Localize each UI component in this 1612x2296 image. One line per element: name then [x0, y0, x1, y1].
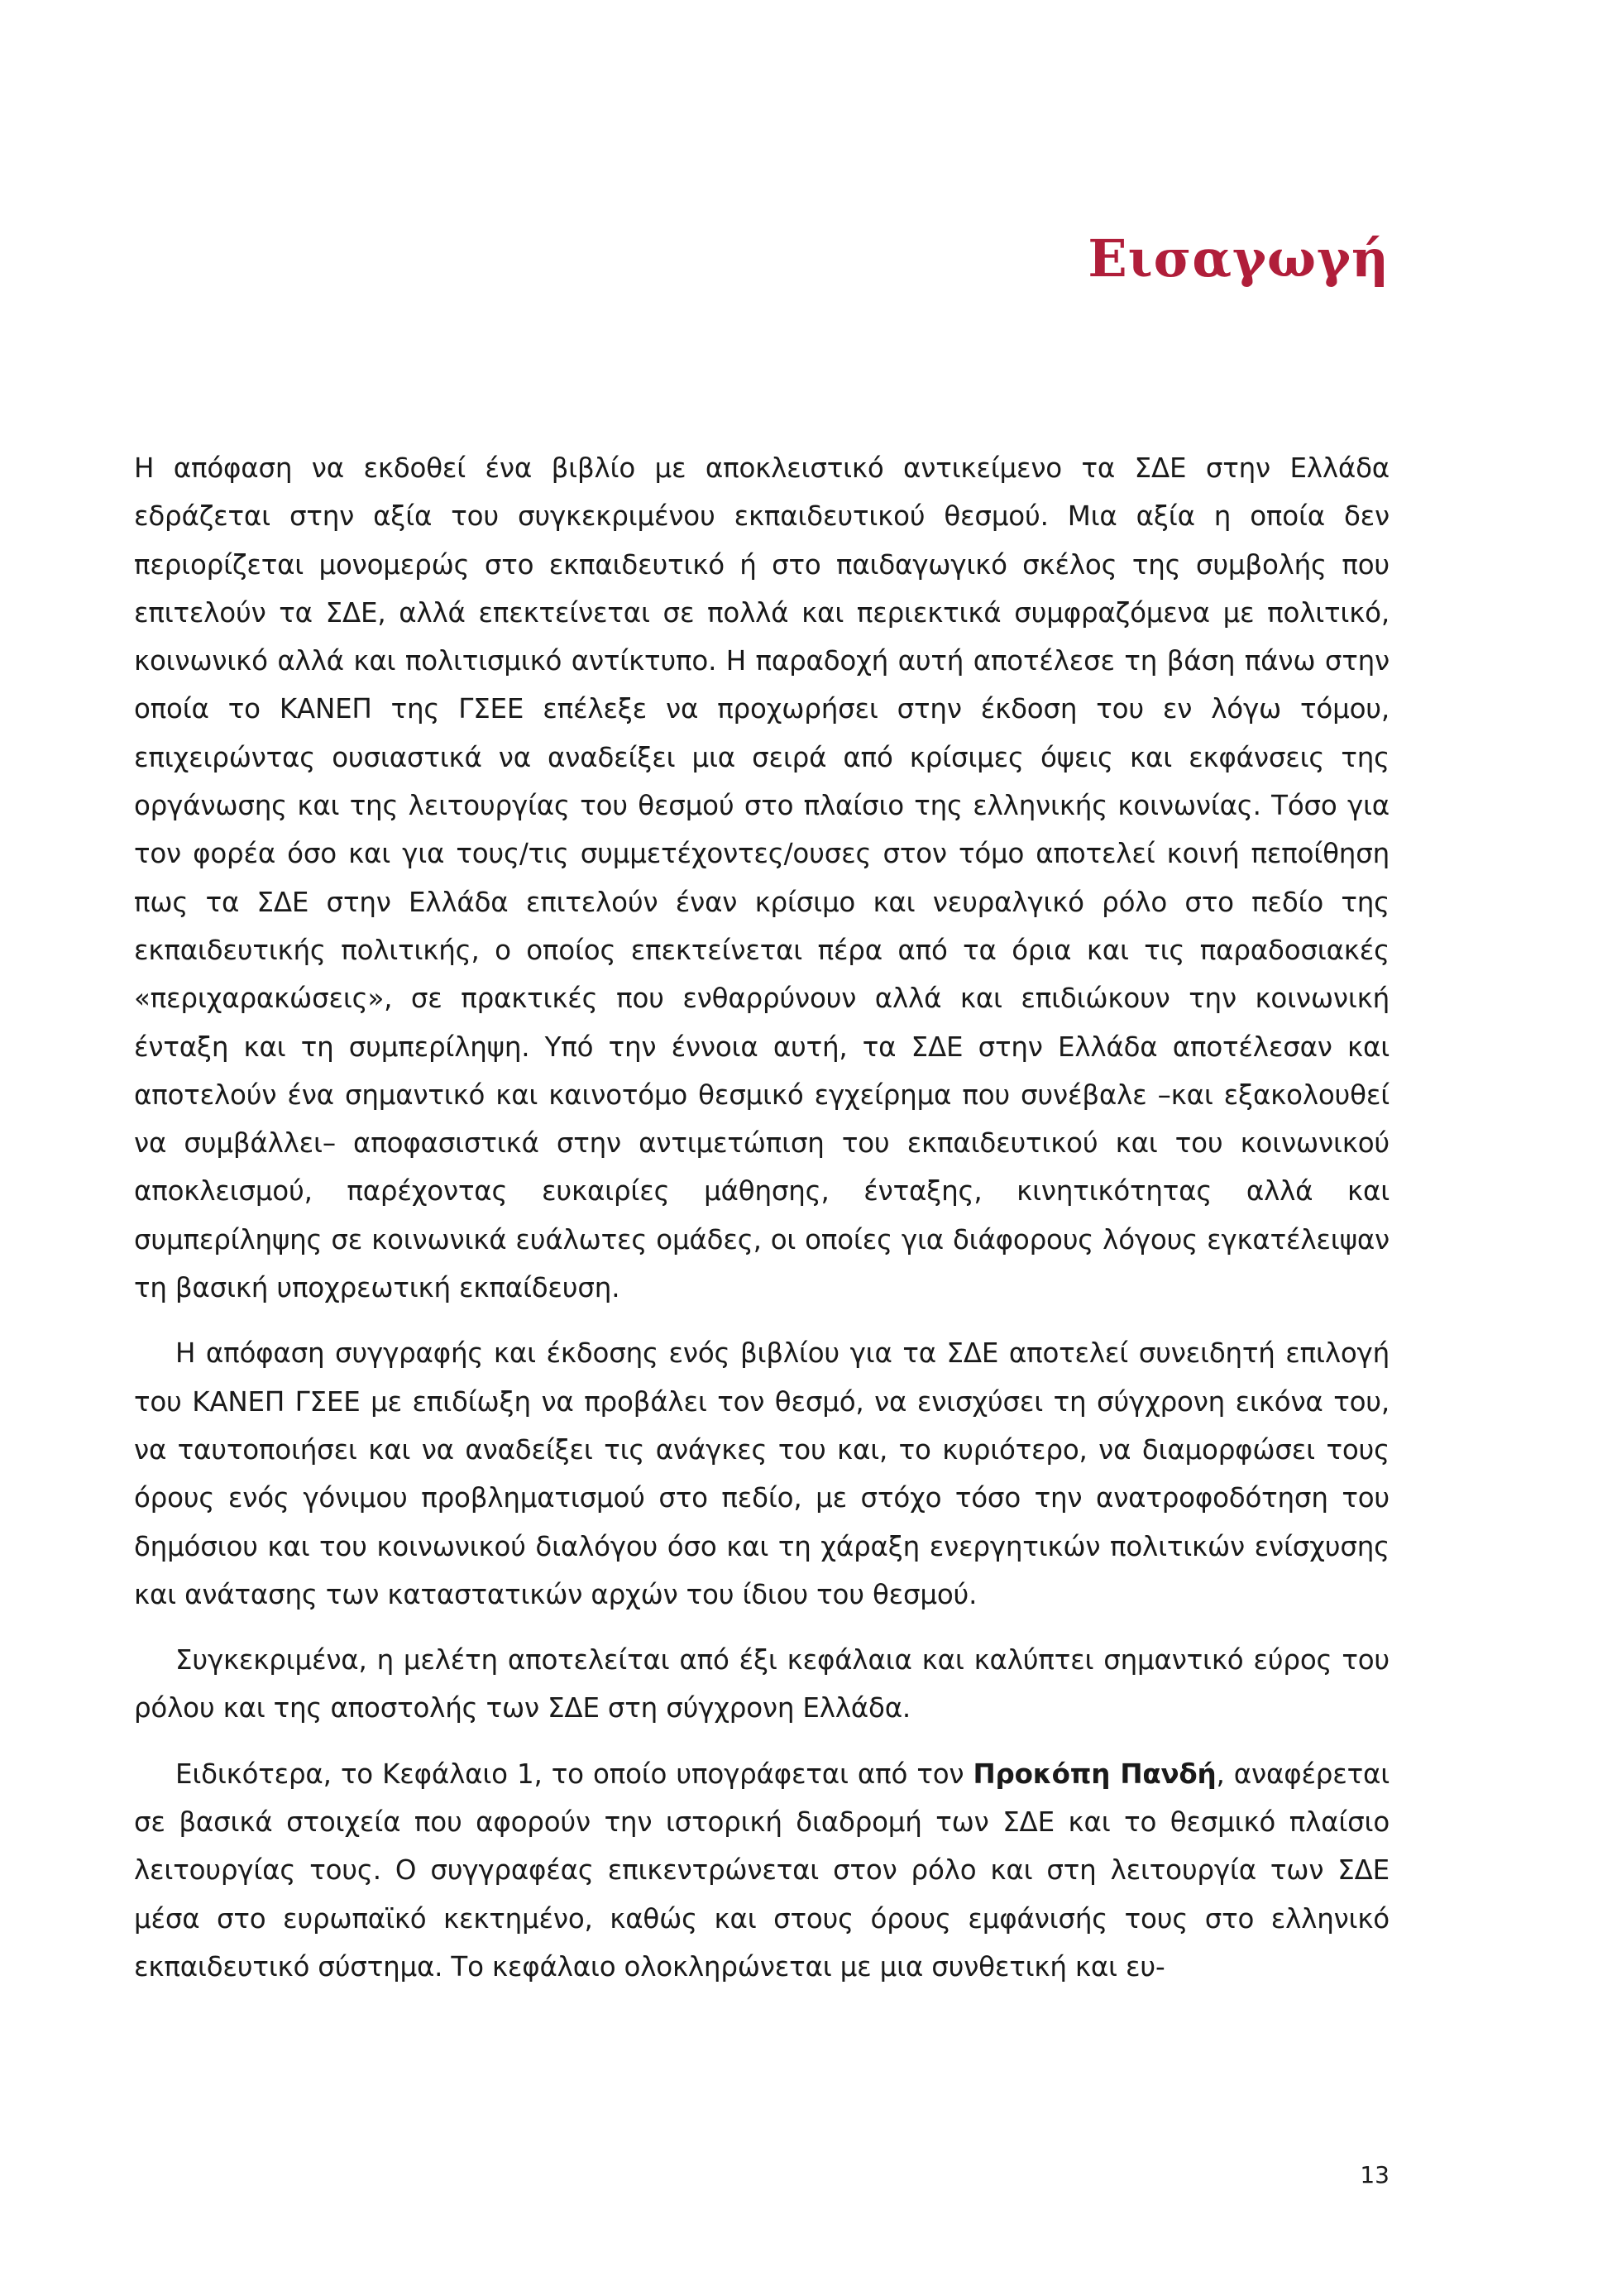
author-name: Προκόπη Πανδή — [973, 1758, 1217, 1790]
paragraph-4-intro: Ειδικότερα, το Κεφάλαιο 1, το οποίο υπογράφεται από τον — [175, 1758, 973, 1790]
chapter-title: Εισαγωγή — [1088, 228, 1390, 289]
paragraph-2: Η απόφαση συγγραφής και έκδοσης ενός βιβλίου για τα ΣΔΕ αποτελεί συνειδητή επιλογή του ΚΑΝΕΠ ΓΣΕΕ με επιδίωξη να προβάλει τον θεσμό, να ενισχύσει τη σύγχρονη εικόνα του, να ταυτοποιήσει και να αναδείξει τις ανάγκες του και, το κυριότερο, να διαμορφώσει τους όρους ενός γόνιμου προβληματισμού στο πεδίο, με στόχο τόσο την ανατροφοδότηση του δημόσιου και του κοινωνικού διαλόγου όσο και τη χάραξη ενεργητικών πολιτικών ενίσχυσης και ανάτασης των καταστατικών αρχών του ίδιου του θεσμού. — [134, 1337, 1390, 1610]
paragraph-3: Συγκεκριμένα, η μελέτη αποτελείται από έξι κεφάλαια και καλύπτει σημαντικό εύρος του ρόλου και της αποστολής των ΣΔΕ στη σύγχρονη Ελλάδα. — [134, 1644, 1390, 1724]
paragraph-4-body: , αναφέρεται σε βασικά στοιχεία που αφορούν την ιστορική διαδρομή των ΣΔΕ και το θεσμικό πλαίσιο λειτουργίας τους. Ο συγγραφέας επικεντρώνεται στον ρόλο και στη λειτουργία των ΣΔΕ μέσα στο ευρωπαϊκό κεκτημένο, καθώς και στους όρους εμφάνισής τους στο ελληνικό εκπαιδευτικό σύστημα. Το κεφάλαιο ολοκληρώνεται με μια συνθετική και ευ- — [134, 1758, 1390, 1983]
paragraph-4 — [134, 1750, 1390, 1991]
page-number: 13 — [1360, 2161, 1390, 2188]
paragraph-1: Η απόφαση να εκδοθεί ένα βιβλίο με αποκλειστικό αντικείμενο τα ΣΔΕ στην Ελλάδα εδράζεται στην αξία του συγκεκριμένου εκπαιδευτικού θεσμού. Μια αξία η οποία δεν περιορίζεται μονομερώς στο εκπαιδευτικό ή στο παιδαγωγικό σκέλος της συμβολής που επιτελούν τα ΣΔΕ, αλλά επεκτείνεται σε πολλά και περιεκτικά συμφραζόμενα με πολιτικό, κοινωνικό αλλά και πολιτισμικό αντίκτυπο. Η παραδοχή αυτή αποτέλεσε τη βάση πάνω στην οποία το ΚΑΝΕΠ της ΓΣΕΕ επέλεξε να προχωρήσει στην έκδοση του εν λόγω τόμου, επιχειρώντας ουσιαστικά να αναδείξει μια σειρά από κρίσιμες όψεις και εκφάνσεις της οργάνωσης και της λειτουργίας του θεσμού στο πλαίσιο της ελληνικής κοινωνίας. Τόσο για τον φορέα όσο και για τους/τις συμμετέχοντες/ουσες στον τόμο αποτελεί κοινή πεποίθηση πως τα ΣΔΕ στην Ελλάδα επιτελούν έναν κρίσιμο και νευραλγικό ρόλο στο πεδίο της εκπαιδευτικής πολιτικής, ο οποίος επεκτείνεται πέρα από τα όρια και τις παραδοσιακές «περιχαρακώσεις», σε πρακτικές που ενθαρρύνουν αλλά και επιδιώκουν την κοινωνική ένταξη και τη συμπερίληψη. Υπό την έννοια αυτή, τα ΣΔΕ στην Ελλάδα αποτέλεσαν και αποτελούν ένα σημαντικό και καινοτόμο θεσμικό εγχείρημα που συνέβαλε –και εξακολουθεί να συμβάλλει– αποφασιστικά στην αντιμετώπιση του εκπαιδευτικού και του κοινωνικού αποκλεισμού, παρέχοντας ευκαιρίες μάθησης, ένταξης, κινητικότητας αλλά και συμπερίληψης σε κοινωνικά ευάλωτες ομάδες, οι οποίες για διάφορους λόγους εγκατέλειψαν τη βασική υποχρεωτική εκπαίδευση. — [134, 452, 1390, 1304]
body-text — [134, 444, 1390, 2008]
